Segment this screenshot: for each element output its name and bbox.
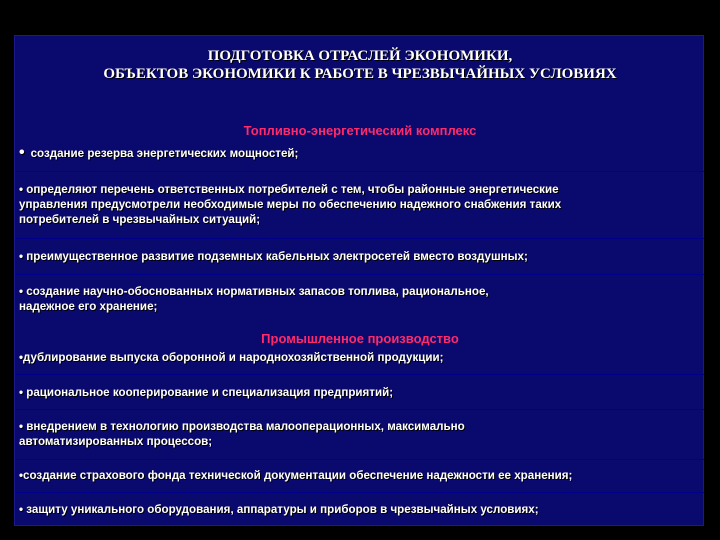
divider [16,459,704,460]
divider [16,171,704,172]
fuel-item-3: • преимущественное развитие подземных кабельных электросетей вместо воздушных; [19,250,528,263]
fuel-item-1-text: создание резерва энергетических мощностей; [30,147,299,160]
divider [16,492,704,493]
title-line-2: ОБЪЕКТОВ ЭКОНОМИКИ К РАБОТЕ В ЧРЕЗВЫЧАЙНЫХ УСЛОВИЯХ [103,66,617,82]
fuel-section-heading: Топливно-энергетический комплекс [243,123,477,138]
bullet-icon: • [19,144,25,161]
fuel-item-1 [19,145,699,161]
industry-item-3: • внедрением в технологию производства малооперационных, максимально автоматизированных процессов; [19,420,465,448]
slide-panel [14,35,704,526]
divider [16,238,704,239]
divider [16,274,704,275]
fuel-item-2: • определяют перечень ответственных потребителей с тем, чтобы районные энергетические управления предусмотрели необходимые меры по обеспечению надежного снабжения таких потребителей в чрезвычайных ситуаций; [19,183,562,226]
slide-title [8,47,712,83]
divider [16,409,704,410]
industry-item-2: • рациональное кооперирование и специализация предприятий; [19,386,394,399]
fuel-item-4: • создание научно-обоснованных нормативных запасов топлива, рациональное, надежное его хранение; [19,285,489,313]
industry-item-1: •дублирование выпуска оборонной и народнохозяйственной продукции; [19,351,444,364]
divider [16,374,704,375]
title-line-1: ПОДГОТОВКА ОТРАСЛЕЙ ЭКОНОМИКИ, [207,48,513,64]
industry-section-heading: Промышленное производство [261,331,459,346]
industry-item-5: • защиту уникального оборудования, аппаратуры и приборов в чрезвычайных условиях; [19,503,539,516]
industry-item-4: •создание страхового фонда технической документации обеспечение надежности ее хранения; [19,469,573,482]
